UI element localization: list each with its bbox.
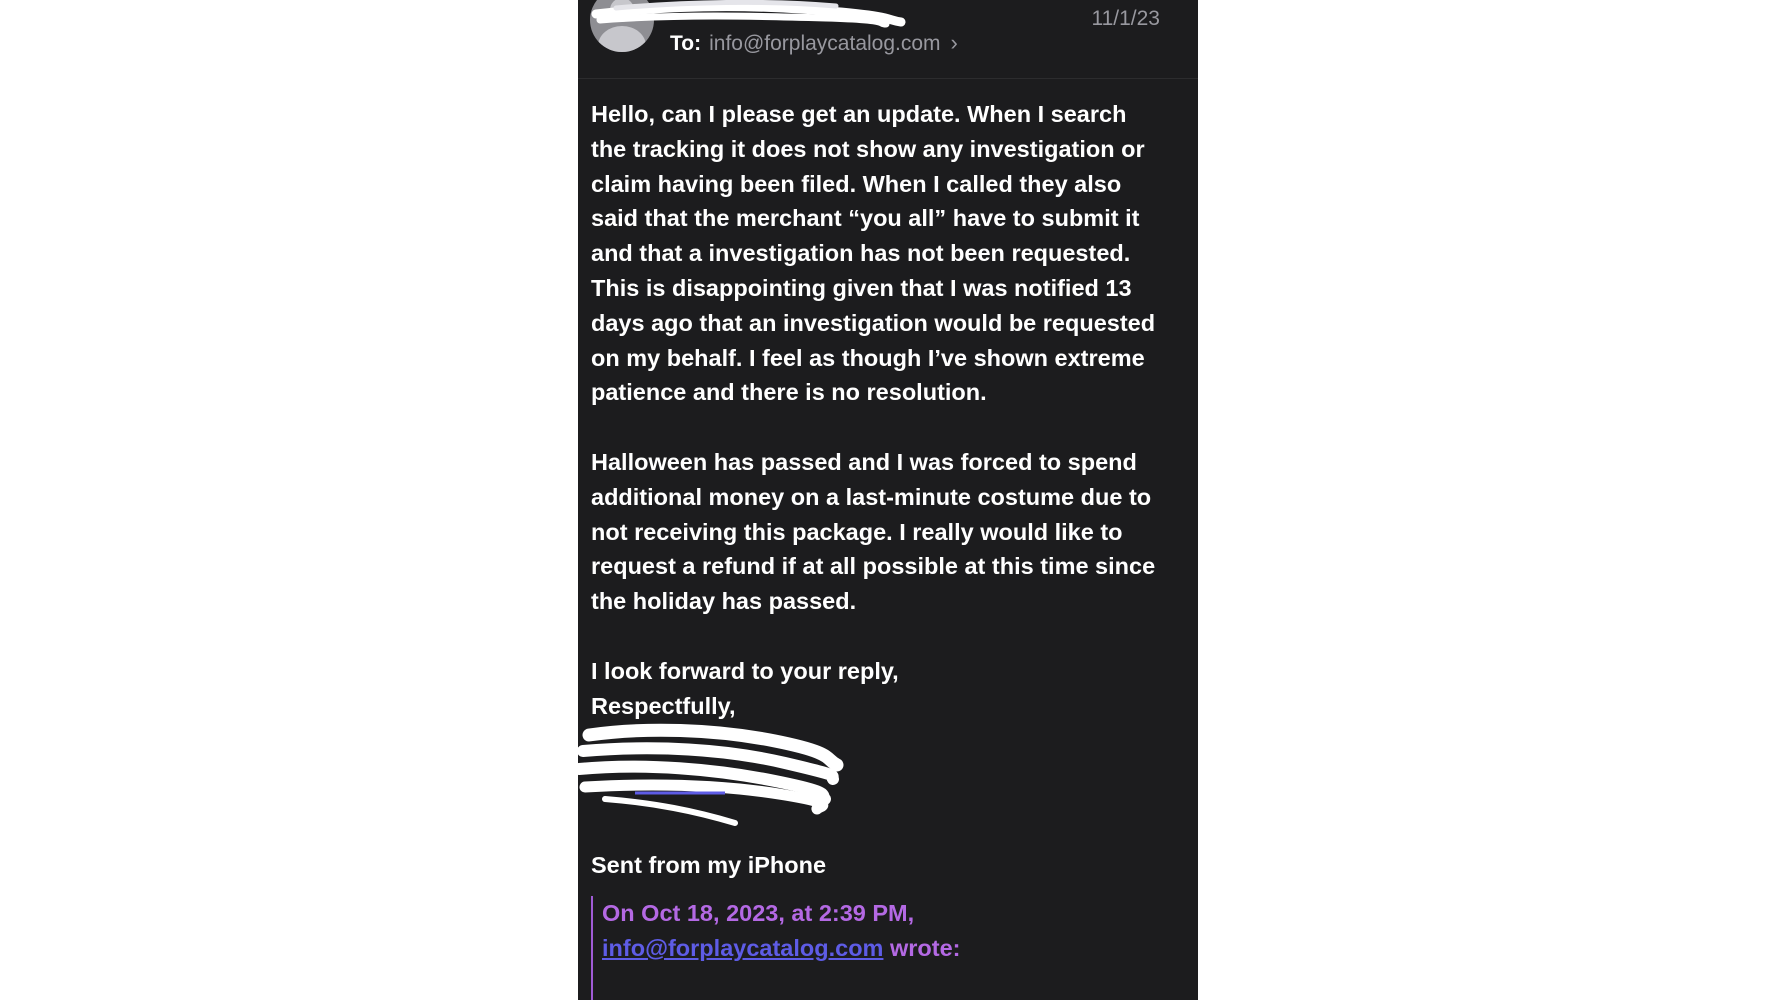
quote-sender-line — [602, 931, 1162, 966]
body-paragraph-1: Hello, can I please get an update. When I search the tracking it does not show any investigation or claim having been filed. When I called they also said that the merchant “you all” have to submit it and that a investigation has not been requested. This is disappointing given that I was notified 13 days ago that an investigation would be requested on my behalf. I feel as though I’ve shown extreme patience and there is no resolution. — [591, 101, 1156, 406]
email-header — [578, 0, 1198, 79]
recipient-line[interactable] — [670, 28, 958, 59]
email-date: 11/1/23 — [1091, 7, 1160, 30]
to-label: To: — [670, 32, 702, 55]
body-paragraph-2: Halloween has passed and I was forced to spend additional money on a last-minute costume due to not receiving this package. I really would like to request a refund if at all possible at this time since the holiday has passed. — [591, 448, 1156, 615]
redacted-signature-scribble — [578, 723, 875, 833]
quote-intro: On Oct 18, 2023, at 2:39 PM, — [602, 900, 915, 926]
quoted-email-link[interactable]: info@forplaycatalog.com — [602, 935, 884, 961]
sent-from-signature: Sent from my iPhone — [591, 852, 827, 879]
email-body — [591, 97, 1166, 883]
email-view — [578, 0, 1198, 1000]
quoted-reply-header — [591, 896, 1162, 1000]
chevron-right-icon[interactable]: › — [950, 30, 958, 55]
closing-line: I look forward to your reply, — [591, 657, 899, 684]
quote-wrote: wrote: — [889, 935, 961, 961]
recipient-address[interactable]: info@forplaycatalog.com — [709, 32, 941, 55]
sign-off: Respectfully, — [591, 692, 736, 719]
